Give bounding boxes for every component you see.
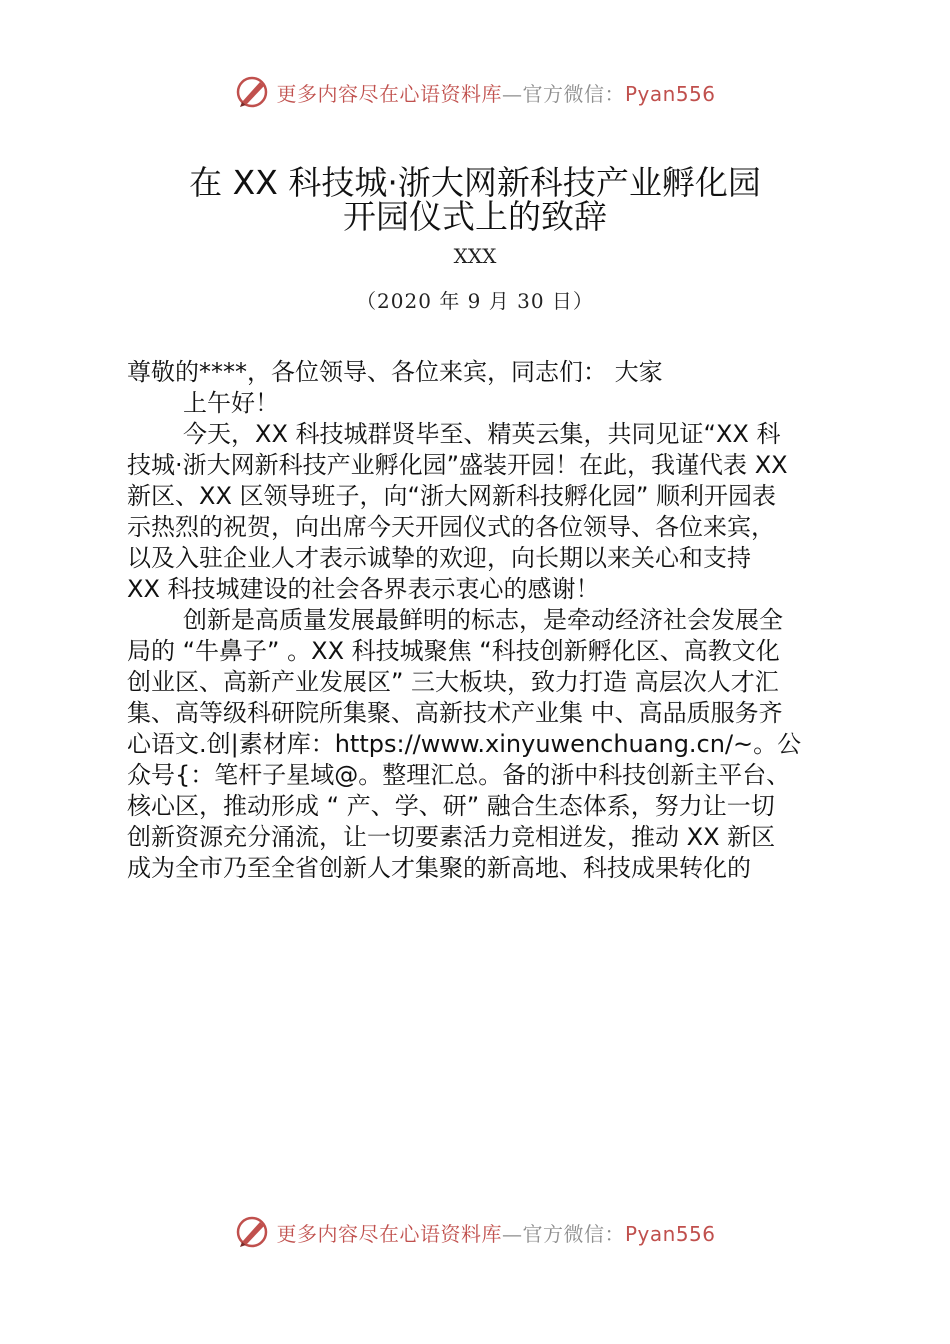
body-line: 今天，XX 科技城群贤毕至、精英云集，共同见证“XX 科 — [183, 420, 781, 448]
banner-wechat-label: —官方微信： — [501, 1221, 625, 1246]
body-line: 心语文.创|素材库：https://www.xinyuwenchuang.cn/~。公 — [127, 730, 802, 758]
body-line: 局的 “牛鼻子” 。XX 科技城聚焦 “科技创新孵化区、高教文化 — [127, 637, 780, 665]
body-line: 创新是高质量发展最鲜明的标志，是牵动经济社会发展全 — [183, 606, 783, 634]
header-banner-content — [234, 74, 715, 110]
body-line: 新区、XX 区领导班子，向“浙大网新科技孵化园” 顺利开园表 — [127, 482, 777, 510]
body-line: 创新资源充分涌流，让一切要素活力竞相迸发，推动 XX 新区 — [127, 823, 776, 851]
document-title-line-2: 开园仪式上的致辞 — [343, 197, 607, 236]
body-line: 以及入驻企业人才表示诚挚的欢迎，向长期以来关心和支持 — [127, 544, 751, 572]
body-line: XX 科技城建设的社会各界表示衷心的感谢！ — [127, 575, 600, 603]
banner-site-name: 更多内容尽在心语资料库 — [276, 1221, 502, 1246]
body-line: 技城·浙大网新科技产业孵化园”盛装开园！在此，我谨代表 XX — [127, 451, 788, 479]
body-line: 众号{：笔杆子星域@。整理汇总。备的浙中科技创新主平台、 — [127, 761, 791, 789]
body-line: 核心区，推动形成 “ 产、学、研” 融合生态体系，努力让一切 — [127, 792, 775, 820]
footer-banner-content — [234, 1214, 715, 1250]
footer-banner — [0, 1212, 950, 1252]
document-title-line-1: 在 XX 科技城·浙大网新科技产业孵化园 — [189, 163, 761, 202]
document-date: （2020 年 9 月 30 日） — [356, 289, 594, 313]
document-body — [127, 357, 837, 884]
body-line: 尊敬的****，各位领导、各位来宾，同志们： 大家 — [127, 358, 663, 386]
body-line: 集、高等级科研院所集聚、高新技术产业集 中、高品质服务齐 — [127, 699, 783, 727]
body-line: 创业区、高新产业发展区” 三大板块，致力打造 高层次人才汇 — [127, 668, 779, 696]
banner-wechat-label: —官方微信： — [501, 81, 625, 106]
header-banner-text — [276, 78, 715, 107]
header-banner — [0, 72, 950, 112]
pen-logo-icon — [234, 74, 270, 110]
banner-site-name: 更多内容尽在心语资料库 — [276, 81, 502, 106]
document-author: XXX — [453, 244, 497, 268]
banner-wechat-id: Pyan556 — [624, 1221, 716, 1246]
body-line: 上午好！ — [183, 389, 279, 417]
body-line: 成为全市乃至全省创新人才集聚的新高地、科技成果转化的 — [127, 854, 751, 882]
body-line: 示热烈的祝贺，向出席今天开园仪式的各位领导、各位来宾， — [127, 513, 775, 541]
pen-logo-icon — [234, 1214, 270, 1250]
banner-wechat-id: Pyan556 — [624, 81, 716, 106]
footer-banner-text — [276, 1218, 715, 1247]
